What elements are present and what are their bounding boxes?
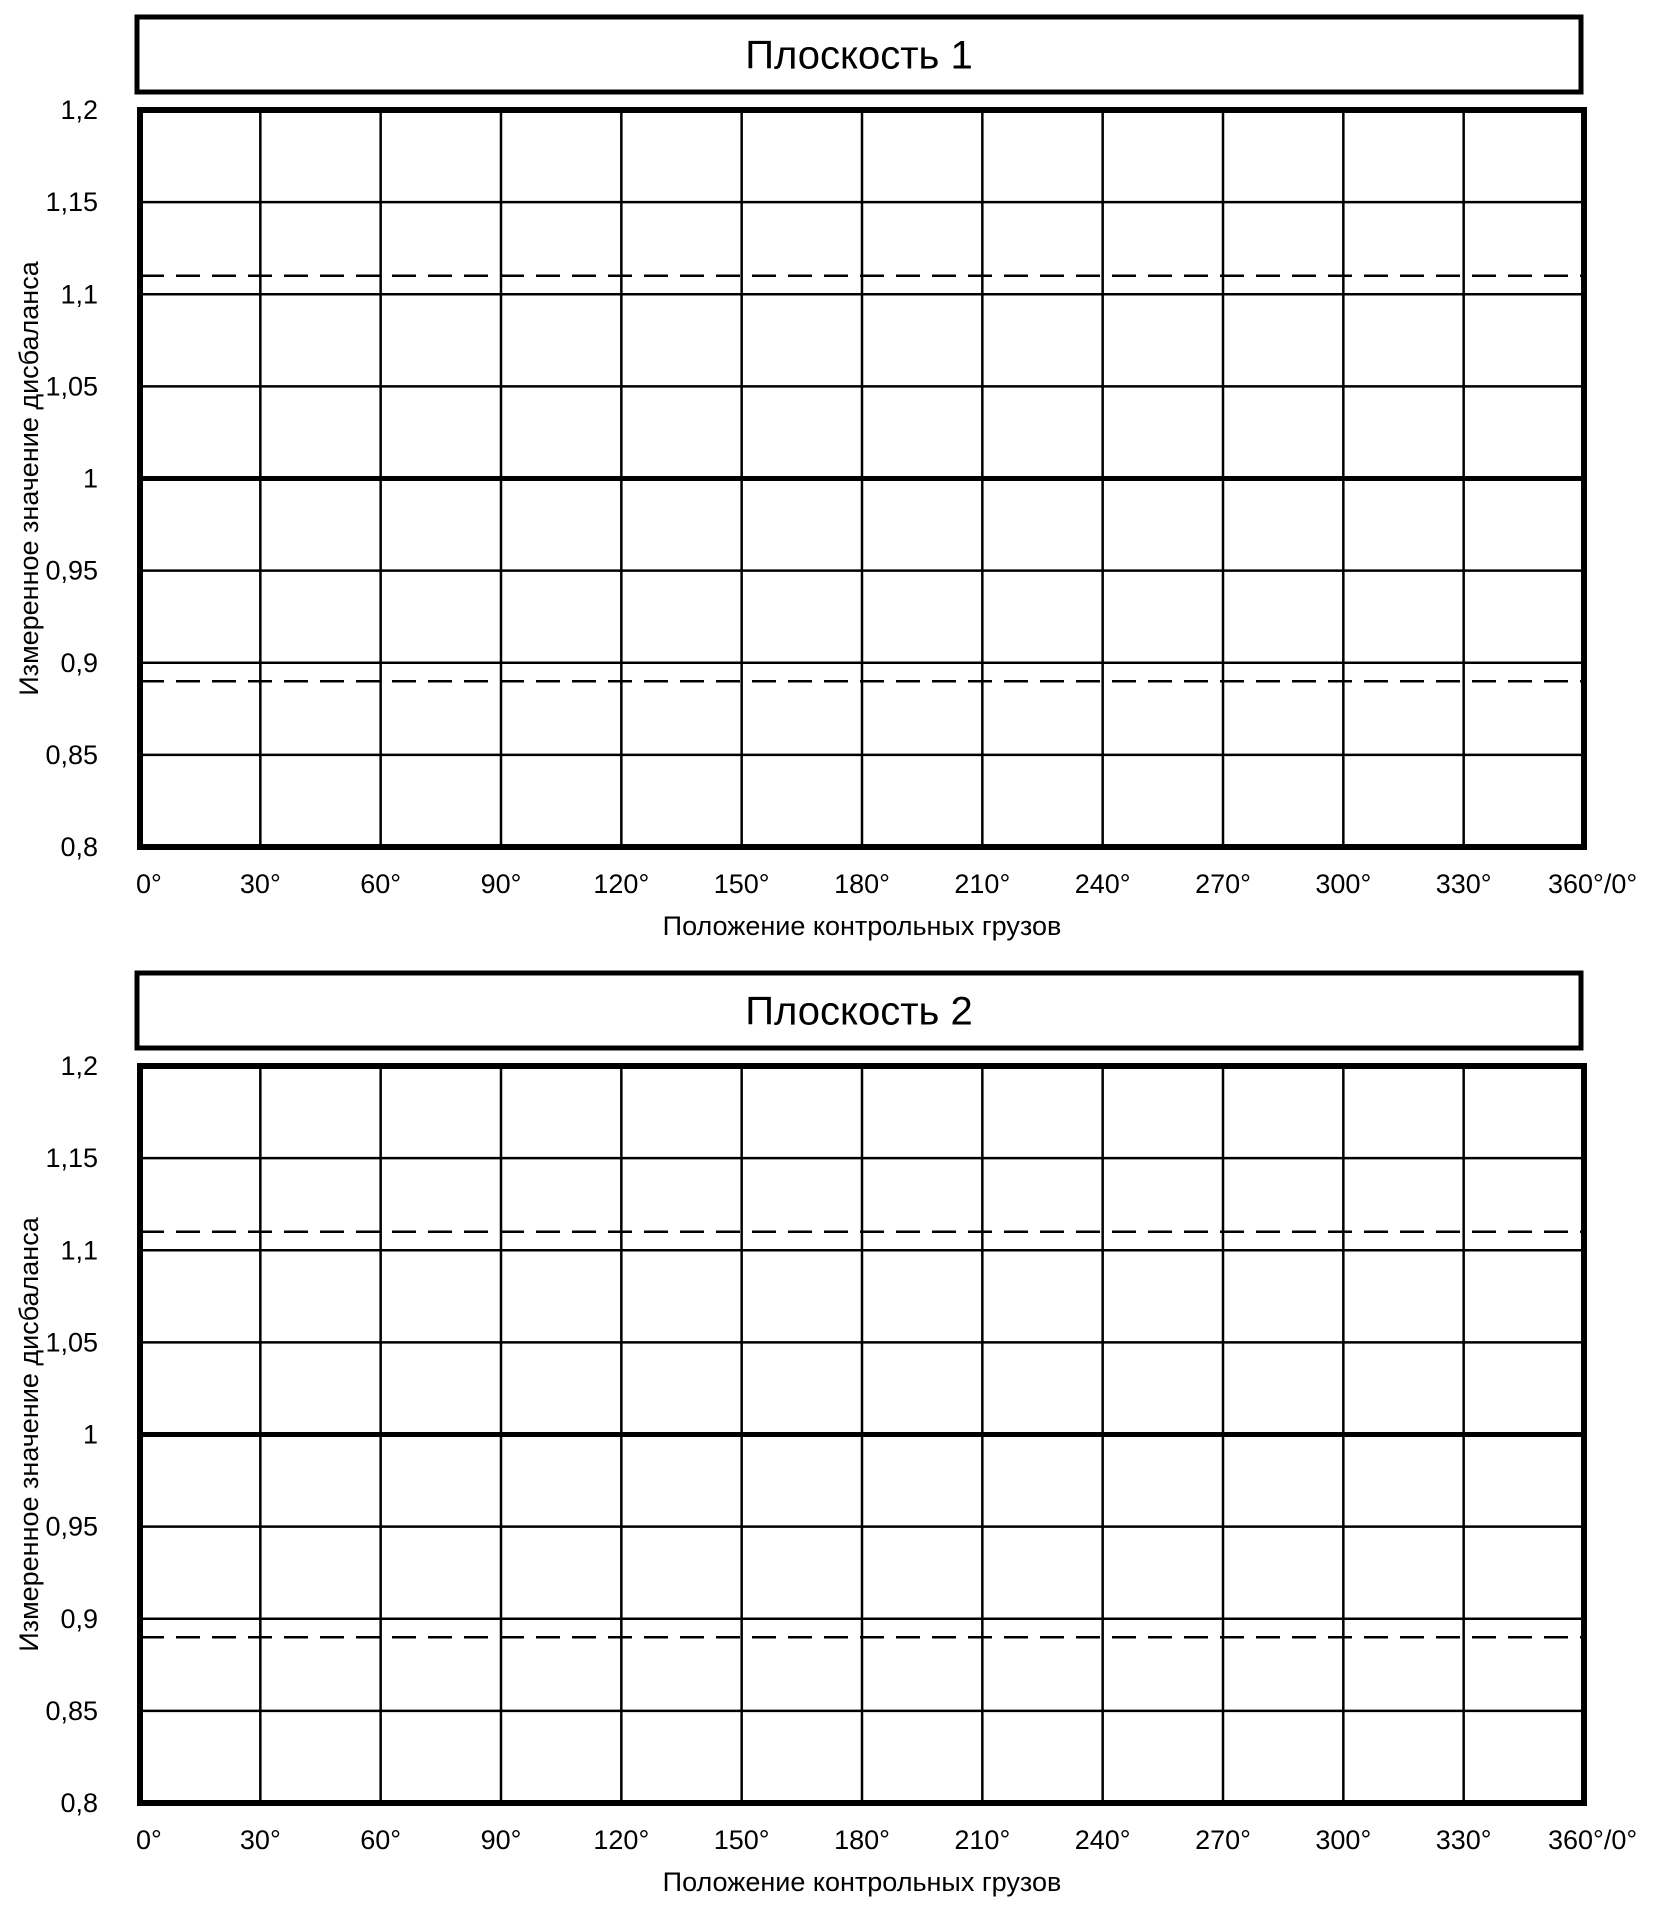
x-tick-label: 210° (954, 869, 1011, 899)
x-tick-label: 180° (834, 1825, 890, 1855)
chart-panel-plane-1 (0, 0, 1679, 955)
x-tick-label: 0° (136, 869, 162, 899)
x-tick-label: 330° (1435, 1825, 1492, 1855)
x-axis-label: Положение контрольных грузов (662, 911, 1062, 941)
x-tick-label: 150° (713, 1825, 770, 1855)
y-tick-label: 1,15 (45, 187, 98, 218)
chart-panel-plane-2 (0, 956, 1679, 1911)
x-tick-label: 90° (480, 1825, 522, 1855)
y-tick-label: 1 (82, 463, 98, 494)
x-tick-label: 270° (1195, 869, 1251, 899)
x-tick-label: 0° (136, 1825, 162, 1855)
y-tick-label: 0,95 (45, 1511, 98, 1542)
x-axis-label: Положение контрольных грузов (662, 1867, 1062, 1897)
y-tick-label: 0,85 (45, 739, 98, 770)
y-tick-label: 0,85 (45, 1695, 98, 1726)
x-tick-label: 30° (239, 869, 281, 899)
y-tick-label: 0,9 (60, 1603, 98, 1634)
x-tick-label: 330° (1435, 869, 1492, 899)
y-tick-label: 1,05 (45, 371, 98, 402)
x-tick-label: 30° (239, 1825, 281, 1855)
x-tick-label: 360°/0° (1548, 869, 1638, 899)
x-tick-label: 150° (713, 869, 770, 899)
chart-plane-1 (0, 0, 1679, 955)
y-tick-label: 1,05 (45, 1327, 98, 1358)
chart-title: Плоскость 2 (745, 989, 973, 1034)
chart-title: Плоскость 1 (745, 33, 973, 78)
x-tick-label: 60° (360, 869, 402, 899)
x-tick-label: 210° (954, 1825, 1011, 1855)
chart-plane-2 (0, 956, 1679, 1911)
y-tick-label: 1,2 (60, 95, 98, 125)
y-axis-label: Измеренное значение дисбаланса (14, 1217, 44, 1652)
y-tick-label: 0,95 (45, 555, 98, 586)
y-tick-label: 1,2 (60, 1051, 98, 1081)
x-tick-label: 120° (593, 869, 650, 899)
x-tick-label: 240° (1074, 869, 1131, 899)
x-tick-label: 300° (1315, 869, 1372, 899)
y-tick-label: 1 (82, 1419, 98, 1450)
x-tick-label: 270° (1195, 1825, 1251, 1855)
y-tick-label: 0,8 (60, 832, 98, 862)
x-tick-label: 300° (1315, 1825, 1372, 1855)
x-tick-label: 180° (834, 869, 890, 899)
y-tick-label: 1,1 (60, 1235, 98, 1266)
x-tick-label: 240° (1074, 1825, 1131, 1855)
x-tick-label: 60° (360, 1825, 402, 1855)
y-tick-label: 1,15 (45, 1143, 98, 1174)
y-tick-label: 0,8 (60, 1788, 98, 1818)
y-tick-label: 1,1 (60, 279, 98, 310)
x-tick-label: 120° (593, 1825, 650, 1855)
y-tick-label: 0,9 (60, 647, 98, 678)
x-tick-label: 360°/0° (1548, 1825, 1638, 1855)
x-tick-label: 90° (480, 869, 522, 899)
y-axis-label: Измеренное значение дисбаланса (14, 261, 44, 696)
